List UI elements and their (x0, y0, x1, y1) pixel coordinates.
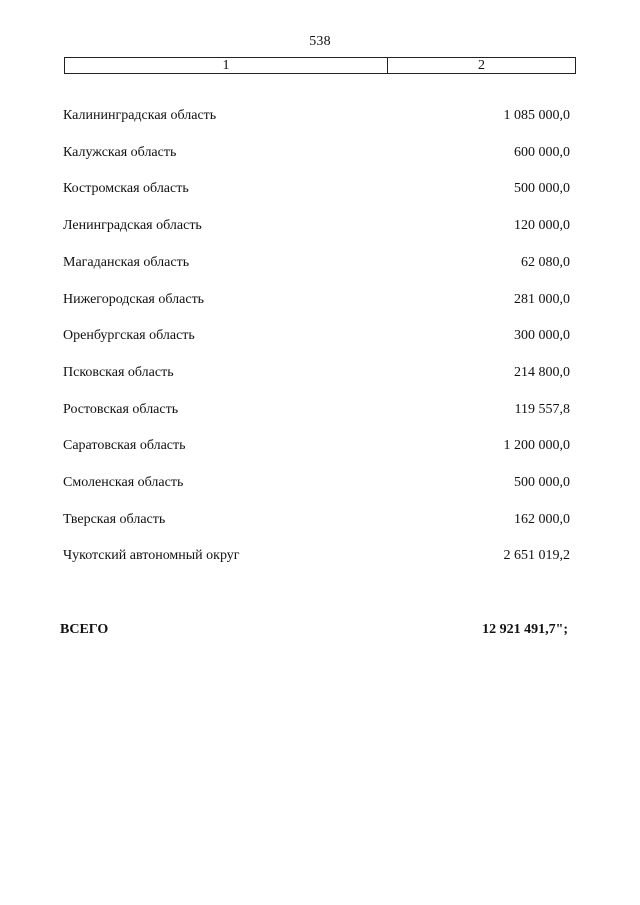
region-amount: 500 000,0 (514, 475, 570, 490)
column-header-2: 2 (478, 58, 485, 73)
table-row (0, 512, 640, 532)
region-amount: 62 080,0 (521, 254, 570, 270)
region-amount: 162 000,0 (514, 511, 570, 527)
region-name: Магаданская область (63, 254, 190, 270)
table-row (0, 402, 640, 422)
total-row (0, 622, 640, 642)
column-header-1: 1 (65, 58, 388, 73)
table-row (0, 328, 640, 348)
page-number: 538 (309, 34, 331, 49)
total-label: ВСЕГО (60, 622, 109, 637)
region-name: Ростовская область (63, 401, 179, 417)
region-amount: 2 651 019,2 (503, 548, 570, 564)
region-amount: 120 000,0 (514, 218, 570, 234)
region-amount: 1 085 000,0 (503, 108, 570, 123)
table-row (0, 365, 640, 385)
region-name: Костромская область (63, 181, 189, 197)
table-row (0, 145, 640, 165)
region-name: Нижегородская область (63, 291, 205, 307)
region-name: Ленинградская область (63, 218, 202, 234)
region-amount: 1 200 000,0 (503, 438, 570, 454)
table-row (0, 548, 640, 568)
table-row (0, 475, 640, 495)
region-name: Саратовская область (63, 438, 186, 454)
region-name: Калужская область (63, 144, 177, 160)
table-row (0, 181, 640, 201)
region-amount: 214 800,0 (514, 364, 570, 380)
region-name: Смоленская область (63, 475, 184, 490)
region-name: Чукотский автономный округ (63, 548, 240, 564)
region-name: Оренбургская область (63, 328, 195, 344)
region-name: Псковская область (63, 364, 174, 380)
region-amount: 300 000,0 (514, 328, 570, 344)
table-row (0, 438, 640, 458)
table-row (0, 255, 640, 275)
region-amount: 281 000,0 (514, 291, 570, 307)
table-row (0, 218, 640, 238)
region-amount: 119 557,8 (514, 401, 570, 417)
region-amount: 500 000,0 (514, 181, 570, 197)
total-amount: 12 921 491,7"; (482, 622, 568, 637)
table-row (0, 292, 640, 312)
table-row (0, 108, 640, 128)
column-header-table (64, 57, 576, 74)
region-name: Калининградская область (63, 108, 217, 123)
region-name: Тверская область (63, 511, 166, 527)
region-amount: 600 000,0 (514, 144, 570, 160)
